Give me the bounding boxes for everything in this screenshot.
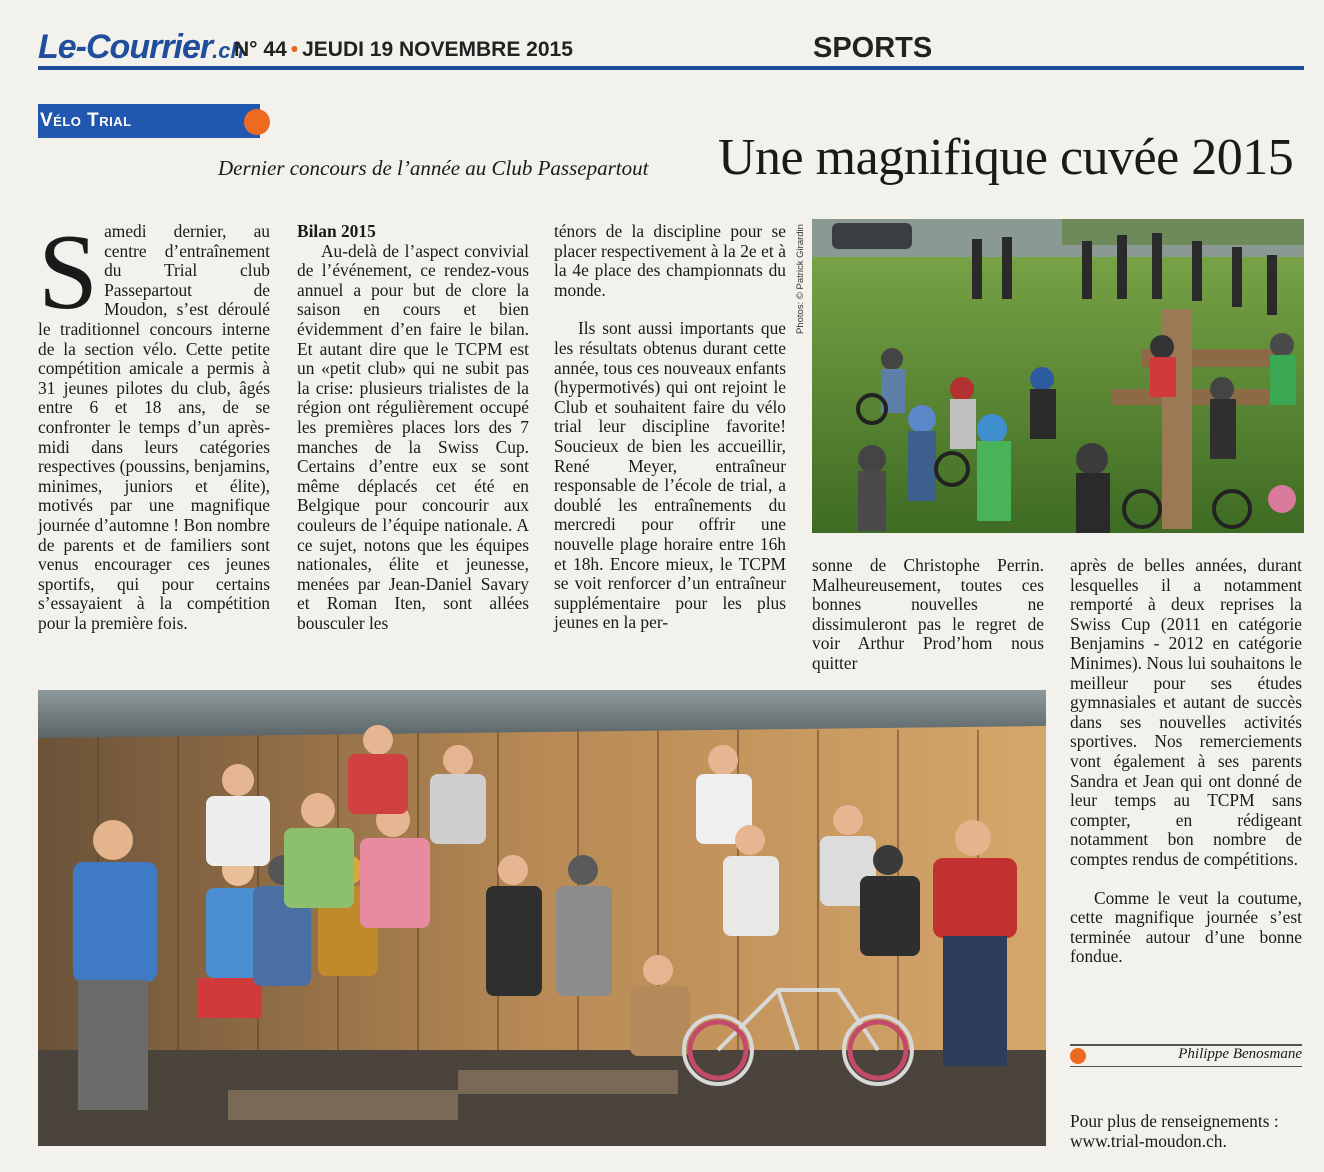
rubric-label: Vélo Trial <box>38 104 260 138</box>
article-headline: Une magnifique cuvée 2015 <box>718 129 1294 186</box>
orange-dot-icon <box>1070 1048 1086 1064</box>
masthead <box>38 28 1304 68</box>
more-info-link[interactable]: www.trial-moudon.ch. <box>1070 1130 1227 1151</box>
issue-number: N° 44 <box>234 38 287 61</box>
competition-photo <box>812 219 1304 533</box>
paragraph: après de belles années, durant lesquelles il a notamment remporté à deux reprises la Swiss Cup (2011 en catégorie Benjamins - 2012 en catégorie Minimes). Nous lui souhaitons le meilleur pour ses études gymnasiales et autant de succès dans ses nouvelles activités sportives. Nos remerciements vont également à ses parents Sandra et Jean qui ont donné de leur temps au TCPM sans compter, en rédigeant notamment bon nombre de comptes rendus de compétitions. <box>1070 555 1302 869</box>
section-title: SPORTS <box>813 32 933 64</box>
logo-text: Le-Courrier <box>38 28 213 66</box>
more-info <box>1070 1112 1310 1151</box>
masthead-rule <box>38 66 1304 70</box>
issue-info <box>234 38 573 62</box>
competition-photo-image <box>812 219 1304 533</box>
article-column-5 <box>1070 556 1302 967</box>
signature-underline <box>1070 1066 1302 1067</box>
group-photo-image <box>38 690 1046 1146</box>
article-column-4 <box>812 556 1044 674</box>
issue-date: JEUDI 19 NOVEMBRE 2015 <box>302 38 573 61</box>
group-photo <box>38 690 1046 1146</box>
paragraph: sonne de Christophe Perrin. Malheureusement, toutes ces bonnes nouvelles ne dissimuleront pas le regret de voir Arthur Prod’hom nous quitter <box>812 555 1044 673</box>
drop-cap: S <box>38 213 99 332</box>
photo-credit <box>793 226 807 336</box>
orange-dot-icon <box>244 109 270 135</box>
photo-credit-text: Photos: © Patrick Girardin <box>795 224 806 334</box>
bullet-icon: • <box>290 38 299 61</box>
article-column-3 <box>554 222 786 633</box>
paragraph: ténors de la discipline pour se placer respectivement à la 2e et à la 4e place des championnats du monde. <box>554 221 786 300</box>
paragraph: Ils sont aussi importants que les résultats obtenus durant cette année, tous ces nouveaux enfants (hypermotivés) qui ont rejoint le Club et souhaitent faire du vélo trial leur discipline favorite! Soucieux de bien les accueillir, René Meyer, entraîneur responsable de l’école de trial, a doublé les entraînements du mercredi pour offrir une nouvelle plage horaire entre 16h et 18h. Encore mieux, le TCPM se voit renforcer d’un entraîneur supplémentaire pour les plus jeunes en la per- <box>554 318 786 633</box>
article-column-1 <box>38 213 270 633</box>
paragraph: amedi dernier, au centre d’entraînement du Trial club Passepartout de Moudon, s’est déroulé le traditionnel concours interne de la section vélo. Cette petite compétition amicale a permis à 31 jeunes pilotes du club, âgés entre 6 et 18 ans, de se confronter le temps d’un après-midi dans leurs catégories respectives (poussins, benjamins, minimes, juniors et élite), motivés par une magnifique journée d’automne ! Bon nombre de parents et de familiers sont venus encourager ces jeunes sportifs, qui pour certains s’essayaient à la compétition pour la première fois. <box>38 221 270 633</box>
paragraph: Au-delà de l’aspect convivial de l’événement, ce rendez-vous annuel a pour but de clore la saison en cours et bien évidemment d’en faire le bilan. Et autant dire que le TCPM est un «petit club» qui ne subit pas la crise: plusieurs trialistes de la région ont régulièrement occupé les premières places lors des 7 manches de la Swiss Cup. Certains d’entre eux se sont même déplacés cet été en Belgique pour concourir aux couleurs de l’équipe nationale. A ce sujet, notons que les équipes nationales, élite et jeunesse, menées par Jean-Daniel Savary et Roman Iten, sont allées bousculer les <box>297 240 529 633</box>
subheading: Bilan 2015 <box>297 221 376 241</box>
logo-suffix: .ch <box>212 38 244 63</box>
newspaper-logo[interactable] <box>38 28 244 67</box>
more-info-label: Pour plus de renseignements : <box>1070 1111 1279 1131</box>
paragraph: Comme le veut la coutume, cette magnifique journée s’est terminée autour d’une bonne fondue. <box>1070 887 1302 967</box>
article-subtitle: Dernier concours de l’année au Club Passepartout <box>218 156 649 180</box>
author-signature: Philippe Benosmane <box>1178 1046 1302 1062</box>
article-column-2 <box>297 222 529 633</box>
